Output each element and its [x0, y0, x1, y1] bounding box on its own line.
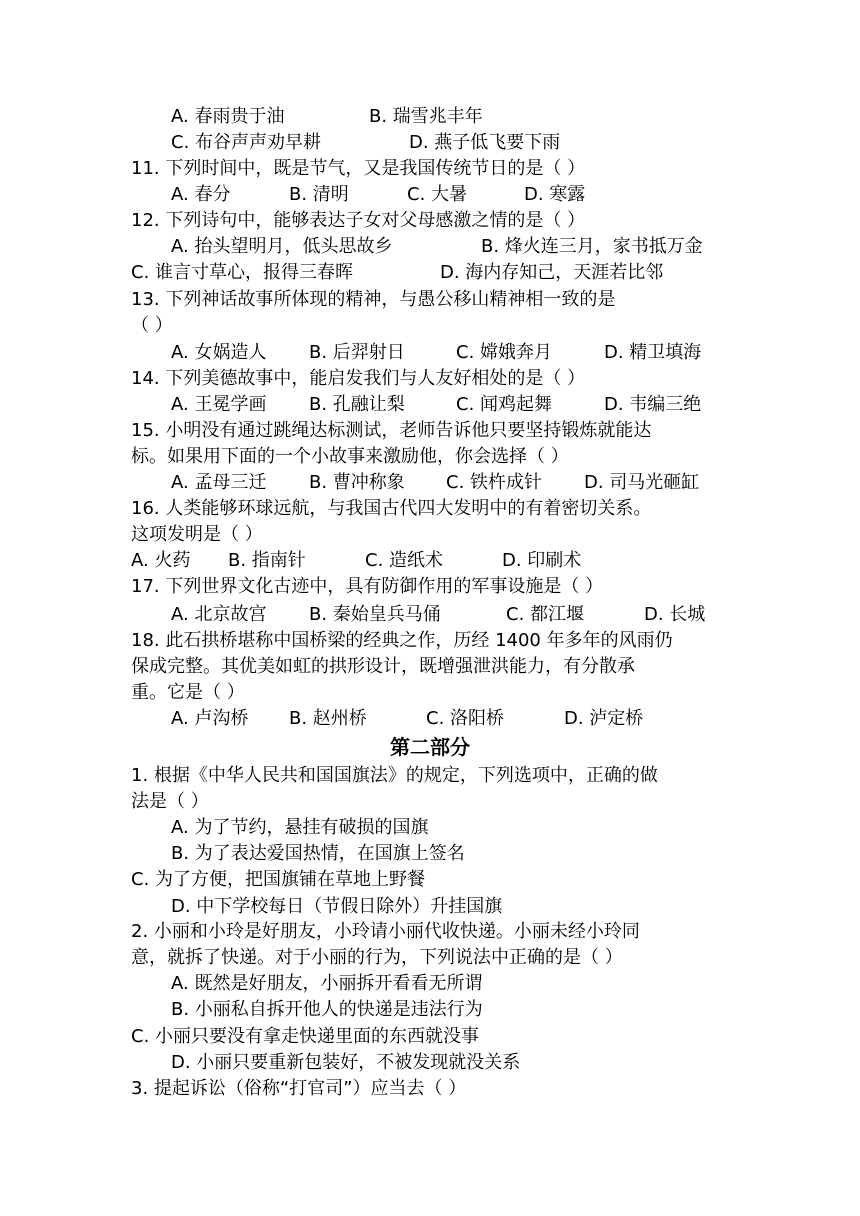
q18-options	[171, 707, 644, 731]
q13-options	[171, 341, 702, 365]
question-15: 15. 小明没有通过跳绳达标测试，老师告诉他只要坚持锻炼就能达	[131, 420, 652, 441]
option-a: A. 春分	[171, 184, 231, 205]
option-a: A. 孟母三迁	[171, 472, 267, 493]
q16-options	[131, 549, 582, 573]
q12-options-ab	[171, 235, 703, 259]
question-14: 14. 下列美德故事中，能启发我们与人友好相处的是（ ）	[131, 368, 586, 389]
option-b: B. 赵州桥	[289, 708, 367, 729]
part2-question-2: 2. 小丽和小玲是好朋友，小玲请小丽代收快递。小丽未经小玲同	[131, 921, 640, 942]
option-a: A. 卢沟桥	[171, 708, 249, 729]
option-c: C. 为了方便，把国旗铺在草地上野餐	[131, 869, 426, 890]
option-c: C. 洛阳桥	[426, 708, 505, 729]
q11-options	[171, 183, 586, 207]
question-18-cont: 保成完整。其优美如虹的拱形设计，既增强泄洪能力，有分散承	[131, 656, 635, 677]
q17-options	[171, 603, 706, 627]
option-a: A. 北京故宫	[171, 604, 267, 625]
section-title: 第二部分	[390, 735, 470, 759]
option-a: A. 火药	[131, 550, 191, 571]
option-d: D. 司马光砸缸	[584, 472, 700, 493]
q15-options	[171, 471, 700, 495]
option-c: C. 小丽只要没有拿走快递里面的东西就没事	[131, 1026, 480, 1047]
option-b: B. 秦始皇兵马俑	[309, 604, 441, 625]
option-b: B. 为了表达爱国热情，在国旗上签名	[171, 843, 465, 864]
option-c: C. 布谷声声劝早耕	[171, 132, 322, 153]
option-a: A. 春雨贵于油	[171, 106, 285, 127]
option-b: B. 烽火连三月，家书抵万金	[481, 236, 703, 257]
option-c: C. 大暑	[407, 184, 468, 205]
question-18: 18. 此石拱桥堪称中国桥梁的经典之作，历经 1400 年多年的风雨仍	[131, 630, 673, 651]
option-line	[171, 131, 561, 155]
option-c: C. 谁言寸草心，报得三春晖	[131, 262, 354, 283]
part2-question-1: 1. 根据《中华人民共和国国旗法》的规定，下列选项中，正确的做	[131, 765, 658, 786]
option-d: D. 海内存知己，天涯若比邻	[440, 262, 664, 283]
question-16-cont: 这项发明是（ ）	[131, 524, 263, 545]
question-13: 13. 下列神话故事所体现的精神，与愚公移山精神相一致的是	[131, 289, 616, 310]
option-d: D. 长城	[644, 604, 706, 625]
option-c: C. 铁杵成针	[446, 472, 543, 493]
option-d: D. 燕子低飞要下雨	[409, 132, 561, 153]
option-b: B. 指南针	[228, 550, 306, 571]
option-d: D. 精卫填海	[604, 342, 702, 363]
question-17: 17. 下列世界文化古迹中，具有防御作用的军事设施是（ ）	[131, 576, 604, 597]
option-d: D. 小丽只要重新包装好，不被发现就没关系	[171, 1052, 521, 1073]
option-d: D. 泸定桥	[564, 708, 644, 729]
option-c: C. 造纸术	[365, 550, 444, 571]
option-c: C. 嫦娥奔月	[456, 342, 553, 363]
question-18-cont: 重。它是（ ）	[131, 682, 245, 703]
question-16: 16. 人类能够环球远航，与我国古代四大发明中的有着密切关系。	[131, 498, 652, 519]
option-a: A. 为了节约，悬挂有破损的国旗	[171, 817, 429, 838]
question-11: 11. 下列时间中，既是节气，又是我国传统节日的是（ ）	[131, 158, 586, 179]
part2-question-2-cont: 意，就拆了快递。对于小丽的行为，下列说法中正确的是（ ）	[131, 947, 623, 968]
part2-question-1-cont: 法是（ ）	[131, 791, 209, 812]
option-d: D. 中下学校每日（节假日除外）升挂国旗	[171, 896, 503, 917]
option-d: D. 寒露	[524, 184, 586, 205]
part2-question-3: 3. 提起诉讼（俗称“打官司”）应当去（ ）	[131, 1078, 467, 1099]
option-line	[171, 105, 483, 129]
option-a: A. 女娲造人	[171, 342, 267, 363]
question-15-cont: 标。如果用下面的一个小故事来激励他，你会选择（ ）	[131, 446, 569, 467]
question-12: 12. 下列诗句中，能够表达子女对父母感激之情的是（ ）	[131, 210, 586, 231]
option-c: C. 都江堰	[506, 604, 585, 625]
option-b: B. 后羿射日	[309, 342, 405, 363]
option-d: D. 印刷术	[502, 550, 582, 571]
q12-options-cd	[131, 261, 664, 285]
option-b: B. 小丽私自拆开他人的快递是违法行为	[171, 999, 483, 1020]
option-a: A. 王冕学画	[171, 394, 267, 415]
option-d: D. 韦编三绝	[604, 394, 702, 415]
option-a: A. 既然是好朋友，小丽拆开看看无所谓	[171, 973, 483, 994]
option-c: C. 闻鸡起舞	[456, 394, 553, 415]
option-b: B. 瑞雪兆丰年	[369, 106, 483, 127]
option-b: B. 清明	[289, 184, 349, 205]
option-b: B. 孔融让梨	[309, 394, 405, 415]
option-b: B. 曹冲称象	[309, 472, 405, 493]
option-a: A. 抬头望明月，低头思故乡	[171, 236, 393, 257]
q14-options	[171, 393, 702, 417]
question-13-cont: （ ）	[131, 315, 173, 336]
